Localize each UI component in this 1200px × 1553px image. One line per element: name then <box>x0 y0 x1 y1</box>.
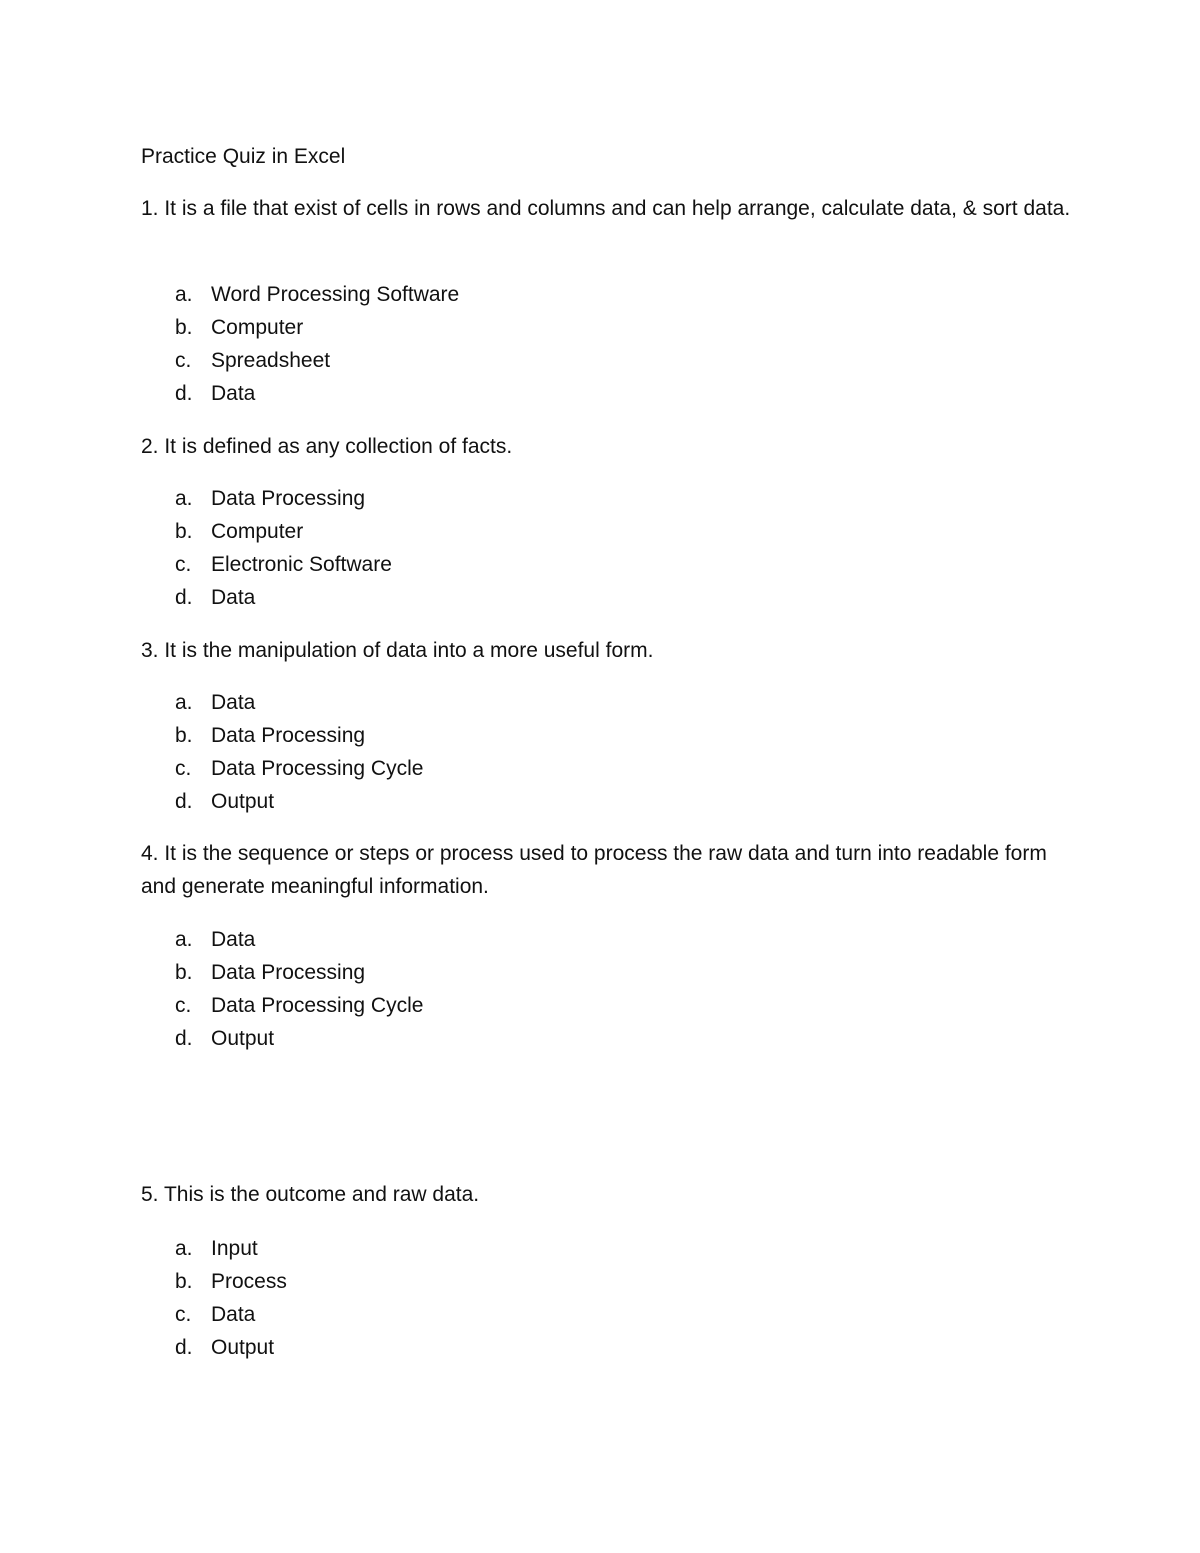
option-letter: a. <box>175 487 193 510</box>
option-letter: d. <box>175 382 193 405</box>
option-text: Data Processing Cycle <box>211 757 424 780</box>
option-letter: a. <box>175 1237 193 1260</box>
option-letter: a. <box>175 283 193 306</box>
question-4-text: 4. It is the sequence or steps or process used to process the raw data and turn into readable form and generate meaningful information. <box>141 842 1047 898</box>
option-text: Computer <box>211 520 304 543</box>
option-text: Computer <box>211 316 304 339</box>
option-letter: b. <box>175 520 193 543</box>
option-text: Data Processing <box>211 961 366 984</box>
option-text: Data Processing <box>211 724 366 747</box>
option-letter: b. <box>175 316 193 339</box>
quiz-title: Practice Quiz in Excel <box>141 145 346 168</box>
option-letter: a. <box>175 691 193 714</box>
option-letter: b. <box>175 724 193 747</box>
option-letter: d. <box>175 586 193 609</box>
option-letter: d. <box>175 1336 193 1359</box>
option-text: Output <box>211 1336 275 1359</box>
option-text: Input <box>211 1237 258 1260</box>
option-text: Data Processing Cycle <box>211 994 424 1017</box>
option-text: Data <box>211 586 256 609</box>
option-text: Data <box>211 382 256 405</box>
option-text: Data Processing <box>211 487 366 510</box>
option-letter: b. <box>175 961 193 984</box>
option-text: Output <box>211 790 275 813</box>
option-letter: d. <box>175 1027 193 1050</box>
option-text: Spreadsheet <box>211 349 331 372</box>
option-letter: c. <box>175 1303 192 1326</box>
option-letter: c. <box>175 757 192 780</box>
question-5-text: 5. This is the outcome and raw data. <box>141 1183 480 1206</box>
option-letter: a. <box>175 928 193 951</box>
option-text: Electronic Software <box>211 553 392 576</box>
option-letter: c. <box>175 553 192 576</box>
option-text: Data <box>211 691 256 714</box>
option-text: Data <box>211 1303 256 1326</box>
question-1-text: 1. It is a file that exist of cells in rows and columns and can help arrange, calculate data, & sort data. <box>141 197 1071 220</box>
option-text: Word Processing Software <box>211 283 460 306</box>
option-text: Output <box>211 1027 275 1050</box>
option-letter: c. <box>175 349 192 372</box>
question-2-text: 2. It is defined as any collection of facts. <box>141 435 513 458</box>
option-letter: c. <box>175 994 192 1017</box>
option-letter: b. <box>175 1270 193 1293</box>
option-text: Data <box>211 928 256 951</box>
question-3-text: 3. It is the manipulation of data into a more useful form. <box>141 639 654 662</box>
option-text: Process <box>211 1270 287 1293</box>
option-letter: d. <box>175 790 193 813</box>
